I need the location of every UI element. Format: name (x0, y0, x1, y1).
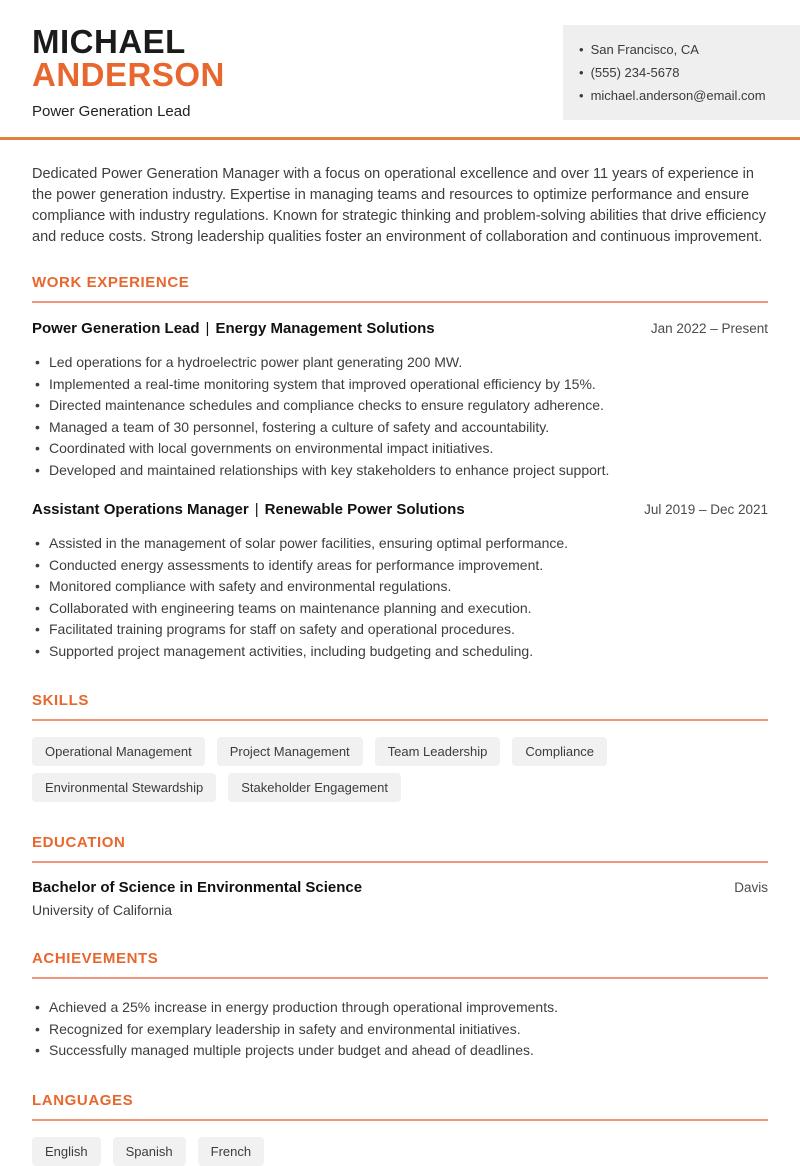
job-dates: Jul 2019 – Dec 2021 (644, 502, 768, 517)
job-entry (32, 501, 768, 662)
language-chips (32, 1137, 768, 1166)
achievement-bullets (32, 997, 768, 1062)
bullet-item: • Developed and maintained relationships with key stakeholders to enhance project support. (32, 460, 768, 482)
title-separator: | (254, 501, 259, 518)
job-bullets (32, 352, 768, 481)
language-chip: French (198, 1137, 264, 1166)
bullet-item: • Conducted energy assessments to identify areas for performance improvement. (32, 555, 768, 577)
section-heading: SKILLS (32, 692, 768, 721)
bullet-item: • Managed a team of 30 personnel, fostering a culture of safety and accountability. (32, 417, 768, 439)
contact-phone: • (555) 234-5678 (579, 65, 680, 80)
job-title: Power Generation Lead | Energy Management Solutions (32, 320, 435, 337)
resume-header (0, 0, 800, 140)
skill-chip: Project Management (217, 737, 363, 766)
job-entry (32, 320, 768, 481)
section-education (32, 834, 768, 918)
bullet-item: • Assisted in the management of solar power facilities, ensuring optimal performance. (32, 533, 768, 555)
contact-location: • San Francisco, CA (579, 42, 699, 57)
section-skills (32, 692, 768, 802)
section-heading: EDUCATION (32, 834, 768, 863)
professional-summary: Dedicated Power Generation Manager with a focus on operational excellence and over 11 years of experience in the power generation industry. Expertise in managing teams and resources to optimize performance and ensure compliance with industry regulations. Known for strategic thinking and problem-solving abilities that drive efficiency and reduce costs. Strong leadership qualities foster an environment of collaboration and continuous improvement. (32, 166, 766, 245)
skill-chip: Operational Management (32, 737, 205, 766)
skill-chip: Compliance (512, 737, 607, 766)
bullet-icon: • (579, 65, 584, 80)
bullet-item: • Collaborated with engineering teams on maintenance planning and execution. (32, 598, 768, 620)
bullet-item: • Supported project management activities, including budgeting and scheduling. (32, 641, 768, 663)
bullet-item: • Monitored compliance with safety and environmental regulations. (32, 576, 768, 598)
bullet-icon: • (579, 42, 584, 57)
bullet-item: • Directed maintenance schedules and compliance checks to ensure regulatory adherence. (32, 395, 768, 417)
job-bullets (32, 533, 768, 662)
contact-list (579, 38, 786, 107)
job-dates: Jan 2022 – Present (650, 321, 768, 336)
section-heading: LANGUAGES (32, 1092, 768, 1121)
skill-chip: Environmental Stewardship (32, 773, 216, 802)
education-location: Davis (734, 880, 768, 895)
last-name: ANDERSON (32, 56, 225, 93)
contact-box (563, 25, 800, 120)
job-header (32, 320, 768, 337)
bullet-item: • Achieved a 25% increase in energy production through operational improvements. (32, 997, 768, 1019)
bullet-icon: • (579, 88, 584, 103)
education-row (32, 879, 768, 896)
resume-body (0, 140, 800, 1166)
job-headline: Power Generation Lead (32, 103, 191, 120)
skill-chip: Stakeholder Engagement (228, 773, 401, 802)
education-entry (32, 879, 768, 918)
header-divider (0, 137, 800, 140)
bullet-item: • Successfully managed multiple projects under budget and ahead of deadlines. (32, 1040, 768, 1062)
company-name: Energy Management Solutions (215, 320, 435, 337)
bullet-item: • Facilitated training programs for staff on safety and operational procedures. (32, 619, 768, 641)
section-work-experience (32, 274, 768, 662)
job-title: Assistant Operations Manager | Renewable Power Solutions (32, 501, 465, 518)
language-chip: Spanish (113, 1137, 186, 1166)
contact-email: • michael.anderson@email.com (579, 88, 766, 103)
section-achievements (32, 950, 768, 1062)
section-heading: ACHIEVEMENTS (32, 950, 768, 979)
bullet-item: • Coordinated with local governments on environmental impact initiatives. (32, 438, 768, 460)
bullet-item: • Led operations for a hydroelectric power plant generating 200 MW. (32, 352, 768, 374)
skill-chip: Team Leadership (375, 737, 501, 766)
section-languages (32, 1092, 768, 1166)
company-name: Renewable Power Solutions (264, 501, 465, 518)
title-separator: | (205, 320, 210, 337)
school-name: University of California (32, 902, 173, 918)
job-header (32, 501, 768, 518)
skills-chips (32, 737, 768, 802)
bullet-item: • Implemented a real-time monitoring system that improved operational efficiency by 15%. (32, 374, 768, 396)
first-name: MICHAEL (32, 23, 186, 60)
language-chip: English (32, 1137, 101, 1166)
section-heading: WORK EXPERIENCE (32, 274, 768, 303)
bullet-item: • Recognized for exemplary leadership in safety and environmental initiatives. (32, 1019, 768, 1041)
degree-name: Bachelor of Science in Environmental Science (32, 879, 363, 896)
